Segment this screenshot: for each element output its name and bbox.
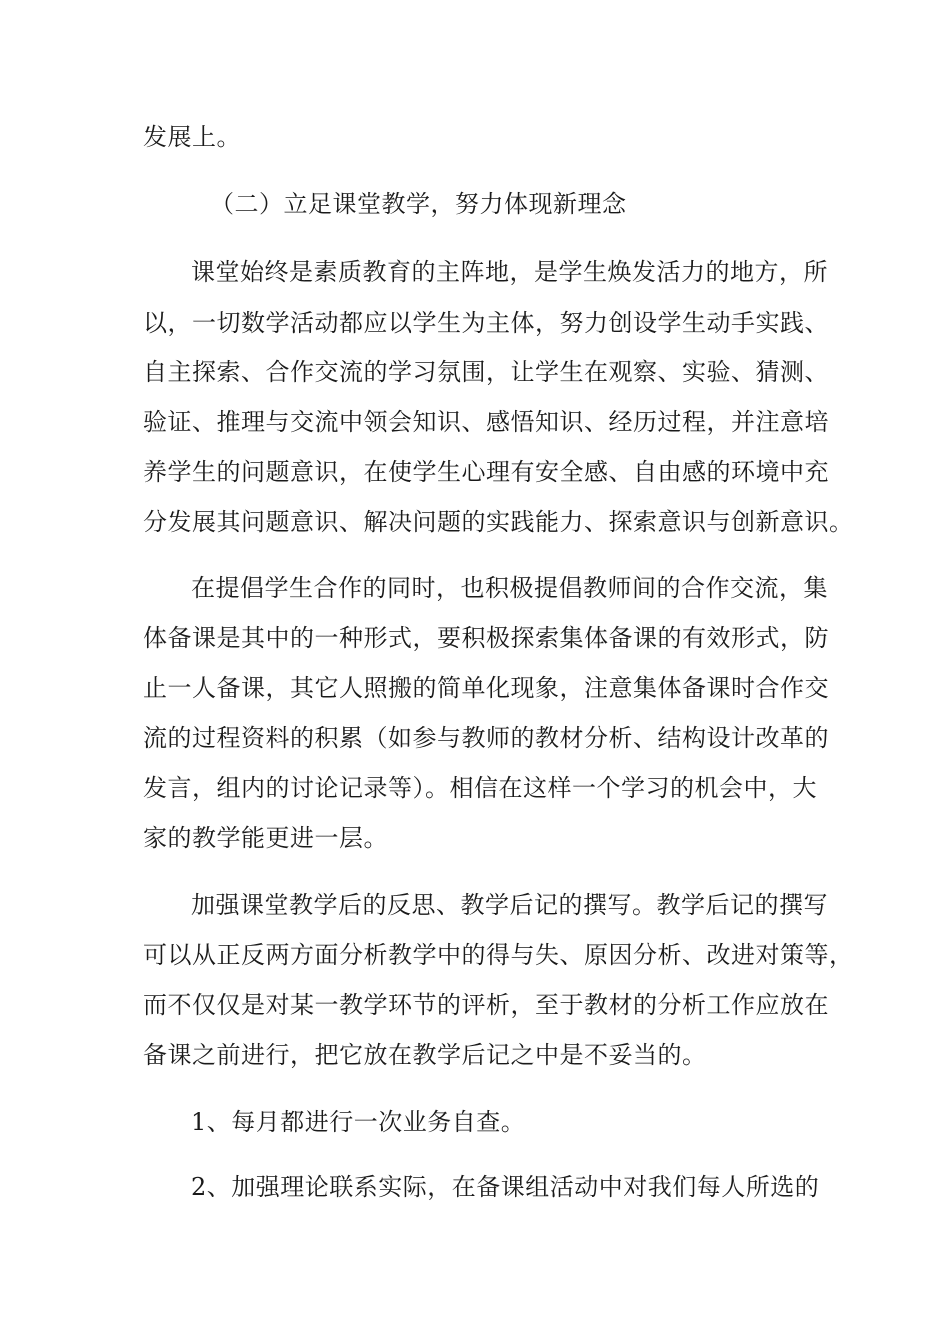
- paragraph-line: 加强课堂教学后的反思、教学后记的撰写。教学后记的撰写: [191, 891, 828, 919]
- paragraph-line: 以，一切数学活动都应以学生为主体，努力创设学生动手实践、: [143, 309, 829, 337]
- section-heading: （二）立足课堂教学，努力体现新理念: [210, 190, 627, 218]
- paragraph-line: 流的过程资料的积累（如参与教师的教材分析、结构设计改革的: [143, 724, 829, 752]
- paragraph-line: 而不仅仅是对某一教学环节的评析，至于教材的分析工作应放在: [143, 991, 829, 1019]
- paragraph-line: 可以从正反两方面分析教学中的得与失、原因分析、改进对策等，: [143, 941, 854, 969]
- paragraph-line: 在提倡学生合作的同时，也积极提倡教师间的合作交流，集: [191, 574, 828, 602]
- paragraph-line: 养学生的问题意识，在使学生心理有安全感、自由感的环境中充: [143, 458, 829, 486]
- list-item-2: 2、加强理论联系实际，在备课组活动中对我们每人所选的: [191, 1173, 820, 1201]
- paragraph-line: 发言，组内的讨论记录等）。相信在这样一个学习的机会中，大: [143, 774, 817, 802]
- carryover-line: 发展上。: [143, 123, 241, 151]
- paragraph-line: 体备课是其中的一种形式，要积极探索集体备课的有效形式，防: [143, 624, 829, 652]
- paragraph-line: 止一人备课，其它人照搬的简单化现象，注意集体备课时合作交: [143, 674, 829, 702]
- paragraph-line: 自主探索、合作交流的学习氛围，让学生在观察、实验、猜测、: [143, 358, 829, 386]
- paragraph-line: 备课之前进行，把它放在教学后记之中是不妥当的。: [143, 1041, 707, 1069]
- paragraph-line: 分发展其问题意识、解决问题的实践能力、探索意识与创新意识。: [143, 508, 854, 536]
- paragraph-line: 课堂始终是素质教育的主阵地，是学生焕发活力的地方，所: [191, 258, 828, 286]
- paragraph-line: 家的教学能更进一层。: [143, 824, 388, 852]
- list-item-1: 1、每月都进行一次业务自查。: [191, 1108, 526, 1136]
- paragraph-line: 验证、推理与交流中领会知识、感悟知识、经历过程，并注意培: [143, 408, 829, 436]
